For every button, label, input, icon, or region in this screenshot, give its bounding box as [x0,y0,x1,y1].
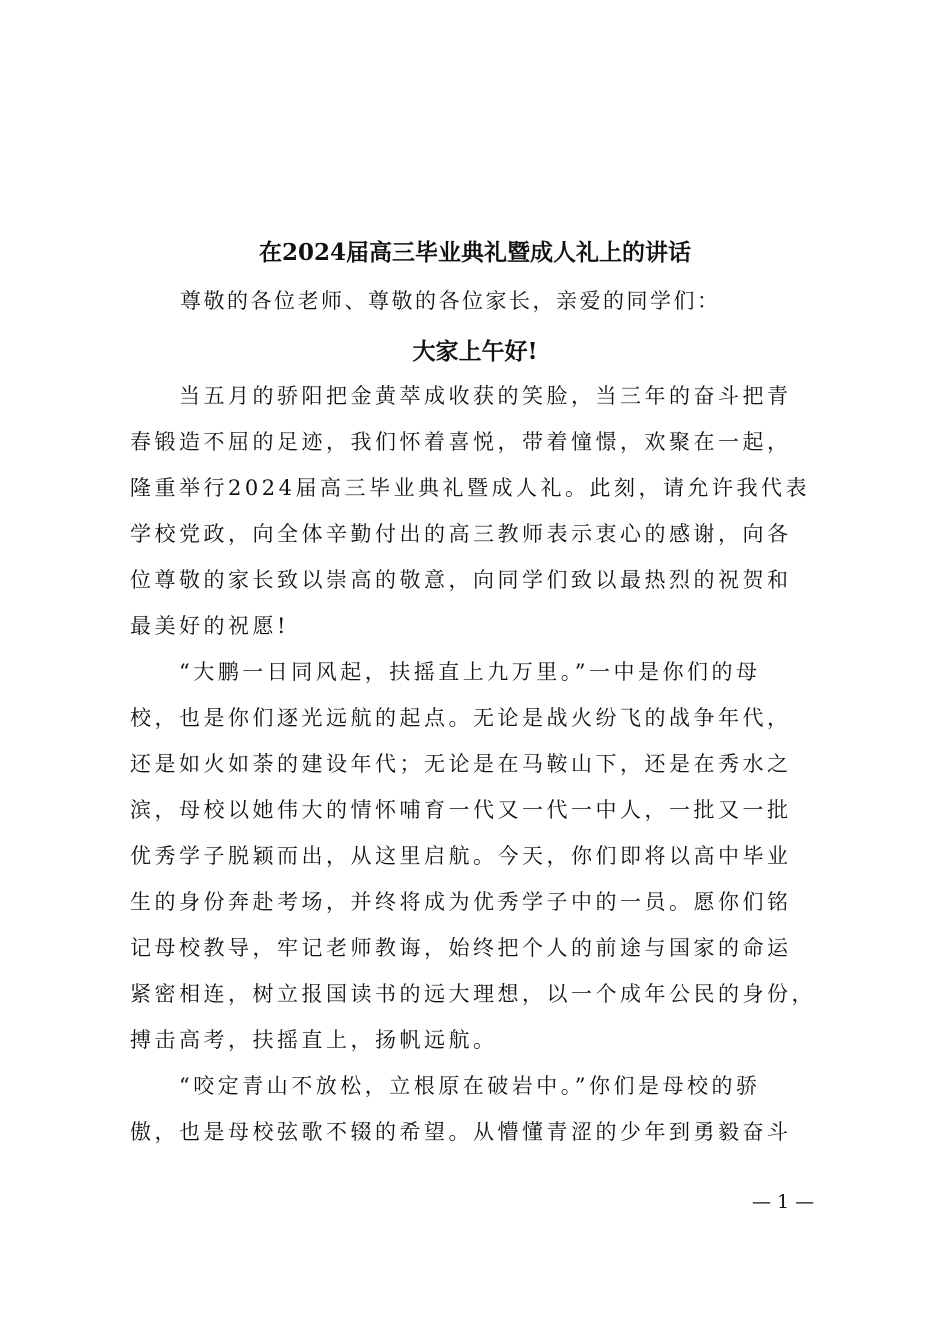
body-line: 搏击高考，扶摇直上，扬帆远航。 [130,1028,498,1052]
body-line: 滨，母校以她伟大的情怀哺育一代又一代一中人，一批又一批 [130,798,792,822]
body-line: 傲，也是母校弦歌不辍的希望。从懵懂青涩的少年到勇毅奋斗 [130,1120,792,1144]
document-title: 在2024届高三毕业典礼暨成人礼上的讲话 [258,239,691,266]
body-line: “大鹏一日同风起，扶摇直上九万里。”一中是你们的母 [130,660,761,684]
greeting: 大家上午好! [412,338,538,365]
body-line: 记母校教导，牢记老师教诲，始终把个人的前途与国家的命运 [130,936,792,960]
body-line: 优秀学子脱颖而出，从这里启航。今天，你们即将以高中毕业 [130,844,792,868]
page-number: — 1 — [752,1191,815,1213]
body-line: 春锻造不屈的足迹，我们怀着喜悦，带着憧憬，欢聚在一起， [130,430,792,454]
body-line: “咬定青山不放松，立根原在破岩中。”你们是母校的骄 [130,1074,761,1098]
body-line: 最美好的祝愿! [130,614,289,638]
body-line: 学校党政，向全体辛勤付出的高三教师表示衷心的感谢，向各 [130,522,792,546]
body-line: 校，也是你们逐光远航的起点。无论是战火纷飞的战争年代， [130,706,792,730]
body-line: 当五月的骄阳把金黄萃成收获的笑脸，当三年的奋斗把青 [130,384,792,408]
body-line: 紧密相连，树立报国读书的远大理想，以一个成年公民的身份， [130,982,816,1006]
body-line: 位尊敬的家长致以崇高的敬意，向同学们致以最热烈的祝贺和 [130,568,792,592]
salutation: 尊敬的各位老师、尊敬的各位家长，亲爱的同学们： [180,289,721,313]
body-line: 还是如火如荼的建设年代；无论是在马鞍山下，还是在秀水之 [130,752,792,776]
body-line: 生的身份奔赴考场，并终将成为优秀学子中的一员。愿你们铭 [130,890,792,914]
body-line: 隆重举行2024届高三毕业典礼暨成人礼。此刻，请允许我代表 [130,476,810,500]
